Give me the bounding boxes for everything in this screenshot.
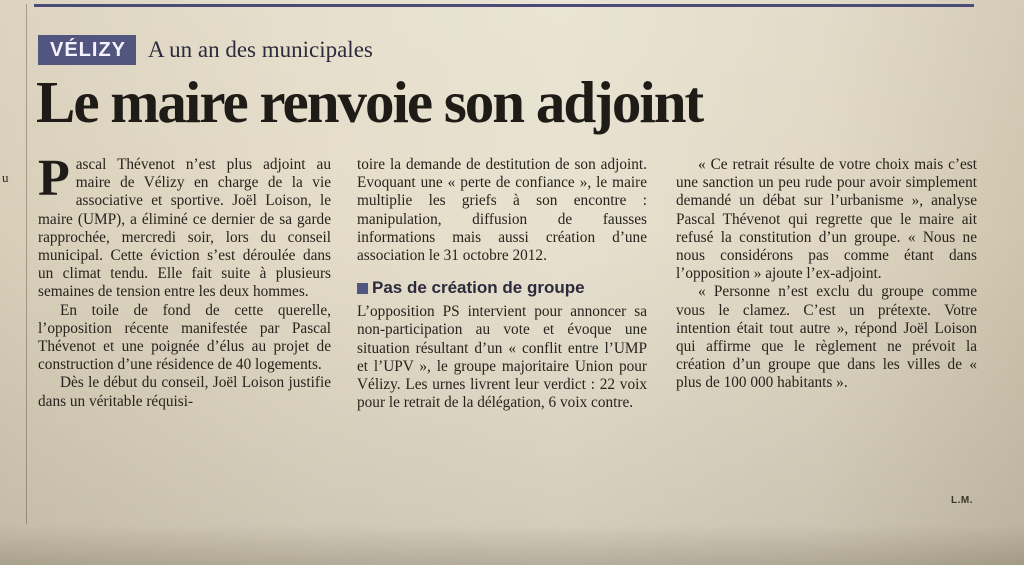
column-divider-left	[26, 4, 27, 524]
paragraph-2: En toile de fond de cette querelle, l’opposition récente manifestée par Pascal Thévenot et une poignée d’élus au projet de construction d’une résidence de 40 logements.	[38, 301, 331, 374]
paragraph-3: Dès le début du conseil, Joël Loison justifie dans un véritable réquisi-	[38, 374, 331, 410]
article-column-2	[357, 156, 647, 412]
margin-fragment: u	[2, 170, 9, 185]
paragraph-7: « Personne n’est exclu du groupe comme vous le clamez. C’est un prétexte. Votre intention était tout autre », répond Joël Loison qui affirme que le règlement ne prévoit la création d’un groupe que dans les villes de « plus de 100 000 habitants ».	[676, 283, 977, 392]
article-column-1	[38, 150, 331, 411]
section-badge: VÉLIZY	[38, 35, 136, 65]
author-signature: L.M.	[951, 495, 973, 506]
top-rule	[34, 4, 974, 7]
paragraph-5: L’opposition PS intervient pour annoncer sa non-participation au vote et évoque une situation résultant d’un « conflit entre l’UMP et l’UPV », le groupe majoritaire Union pour Vélizy. Les urnes livrent leur verdict : 22 voix pour le retrait de la délégation, 6 voix contre.	[357, 303, 647, 412]
paragraph-1-text: ascal Thévenot n’est plus adjoint au maire de Vélizy en charge de la vie associative et sportive. Joël Loison, le maire (UMP), a éliminé ce dernier de sa garde rapprochée, mercredi soir, lors du conseil municipal. Cette éviction s’est déroulée dans un climat tendu. Elle fait suite à plusieurs semaines de tension entre les deux hommes.	[38, 156, 331, 301]
subheading-text: Pas de création de groupe	[372, 278, 585, 298]
paragraph-1	[38, 150, 331, 302]
headline: Le maire renvoie son adjoint	[36, 69, 703, 135]
article-column-3	[676, 156, 977, 393]
kicker-row	[38, 34, 373, 66]
paragraph-4: toire la demande de destitution de son adjoint. Evoquant une « perte de confiance », le maire multiplie les griefs à son encontre : manipulation, diffusion de fausses informations mais aussi création d’une association le 31 octobre 2012.	[357, 156, 647, 265]
subhead-square-icon	[357, 283, 368, 294]
dropcap: P	[38, 150, 70, 207]
kicker: A un an des municipales	[148, 37, 373, 62]
page-shadow	[0, 525, 1024, 565]
subheading	[357, 278, 647, 298]
paragraph-6: « Ce retrait résulte de votre choix mais c’est une sanction un peu rude pour avoir simplement demandé un débat sur l’urbanisme », analyse Pascal Thévenot qui regrette que le maire ait refusé la constitution d’un groupe. « Nous ne nous considérons pas comme étant dans l’opposition » ajoute l’ex-adjoint.	[676, 156, 977, 283]
